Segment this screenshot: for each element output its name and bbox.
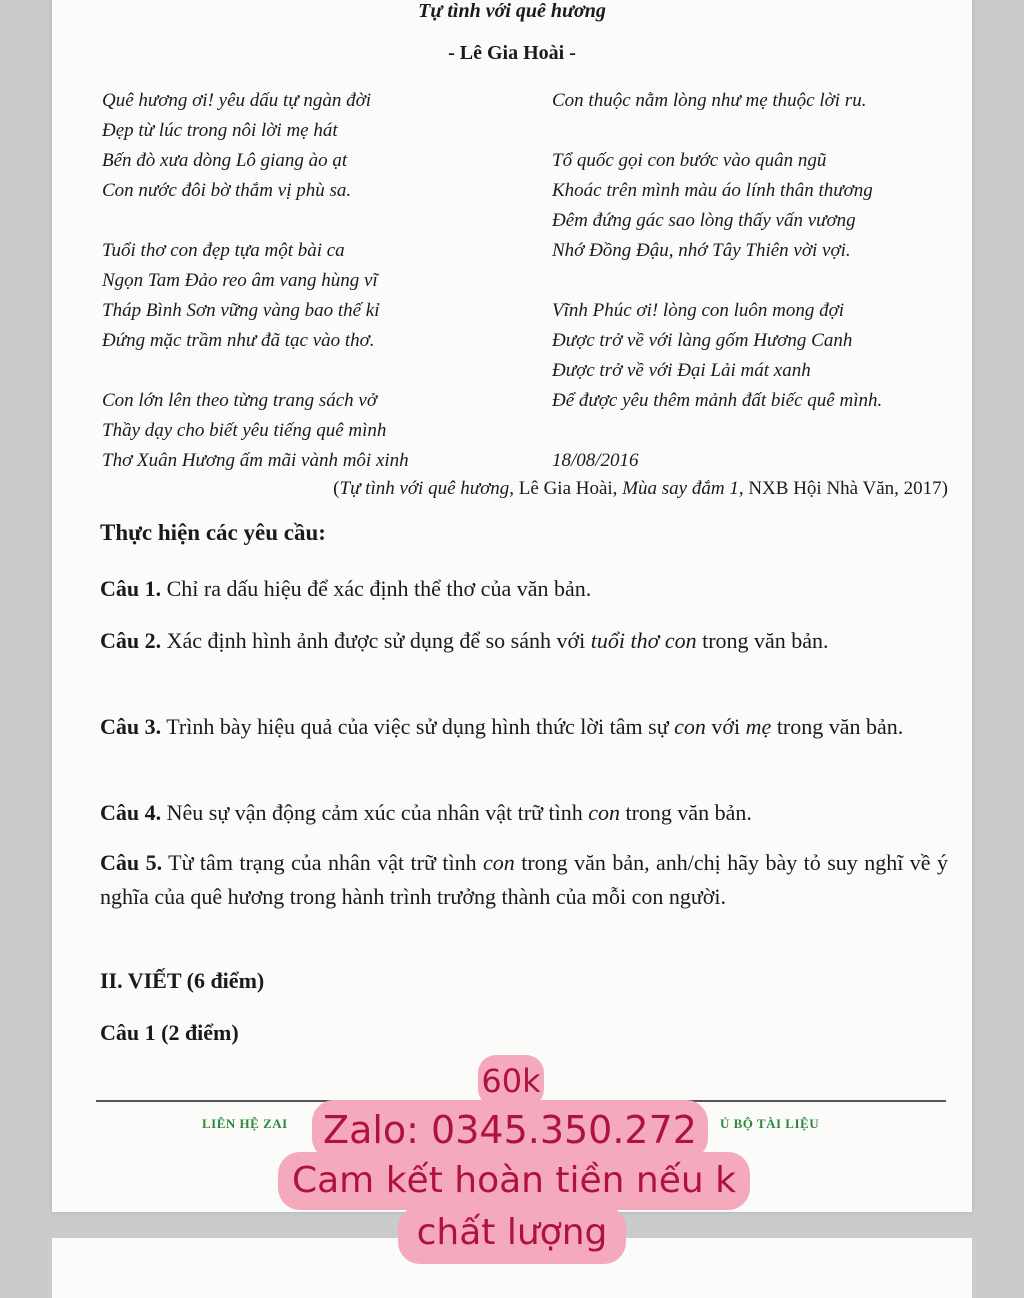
poem-right-column xyxy=(552,86,882,476)
question-3-text-mid: với xyxy=(705,714,746,739)
question-1-label: Câu 1. xyxy=(100,576,162,601)
question-3-text-end: trong văn bản. xyxy=(771,714,904,739)
poem-line: Đứng mặc trầm như đã tạc vào thơ. xyxy=(102,330,375,351)
poem-line: Tuổi thơ con đẹp tựa một bài ca xyxy=(102,240,345,261)
question-4-label: Câu 4. xyxy=(100,800,162,825)
poem-line: Được trở về với làng gốm Hương Canh xyxy=(552,330,853,351)
question-1 xyxy=(100,572,948,606)
footer-contact-text: LIÊN HỆ ZAI xyxy=(202,1116,288,1131)
question-5-label: Câu 5. xyxy=(100,850,163,875)
requirements-heading: Thực hiện các yêu cầu: xyxy=(100,520,326,545)
source-book: Mùa say đắm 1 xyxy=(622,478,739,499)
poem-line: Con lớn lên theo từng trang sách vở xyxy=(102,390,377,411)
stanza-gap xyxy=(552,416,882,446)
question-4-text-end: trong văn bản. xyxy=(619,800,752,825)
poem-line: Con thuộc nằm lòng như mẹ thuộc lời ru. xyxy=(552,90,867,111)
poem-line: Đẹp từ lúc trong nôi lời mẹ hát xyxy=(102,120,338,141)
poem-line: Nhớ Đồng Đậu, nhớ Tây Thiên vời vợi. xyxy=(552,240,851,261)
section-title: II. VIẾT (6 điểm) xyxy=(100,968,265,993)
document-page xyxy=(52,0,972,1212)
refund-commitment-sticker: Cam kết hoàn tiền nếu k xyxy=(278,1152,750,1210)
question-2-text: Xác định hình ảnh được sử dụng để so sánh với xyxy=(161,628,591,653)
question-2-label: Câu 2. xyxy=(100,628,162,653)
poem-author: - Lê Gia Hoài - xyxy=(448,42,576,64)
question-3-emphasis-con: con xyxy=(674,714,706,739)
stanza-gap xyxy=(102,206,409,236)
source-publisher: , NXB Hội Nhà Văn, 2017) xyxy=(738,478,948,499)
question-3-text: Trình bày hiệu quả của việc sử dụng hình thức lời tâm sự xyxy=(161,714,675,739)
stanza-gap xyxy=(552,116,882,146)
poem-title: Tự tình với quê hương xyxy=(418,0,606,22)
poem-line: Tổ quốc gọi con bước vào quân ngũ xyxy=(552,150,827,171)
stanza-gap xyxy=(552,266,882,296)
quality-sticker: chất lượng xyxy=(398,1206,626,1264)
poem-line: Vĩnh Phúc ơi! lòng con luôn mong đợi xyxy=(552,300,845,321)
poem-line: Để được yêu thêm mảnh đất biếc quê mình. xyxy=(552,390,883,411)
poem-line: Thơ Xuân Hương ấm mãi vành môi xinh xyxy=(102,450,409,471)
section-subtitle: Câu 1 (2 điểm) xyxy=(100,1020,239,1045)
price-sticker: 60k xyxy=(478,1055,544,1107)
poem-line: Bến đò xưa dòng Lô giang ào ạt xyxy=(102,150,348,171)
question-1-text: Chỉ ra dấu hiệu để xác định thể thơ của văn bản. xyxy=(161,576,592,601)
poem-date: 18/08/2016 xyxy=(552,450,639,471)
source-title: Tự tình với quê hương xyxy=(339,478,510,499)
poem-line: Thầy dạy cho biết yêu tiếng quê mình xyxy=(102,420,387,441)
question-2 xyxy=(100,624,948,658)
poem-left-column xyxy=(102,86,409,476)
question-3 xyxy=(100,710,948,744)
source-author: , Lê Gia Hoài, xyxy=(509,478,623,499)
poem-line: Tháp Bình Sơn vững vàng bao thế kỉ xyxy=(102,300,380,321)
question-5-emphasis: con xyxy=(483,850,515,875)
question-4 xyxy=(100,796,948,830)
stanza-gap xyxy=(102,356,409,386)
poem-source xyxy=(52,478,948,500)
question-5 xyxy=(100,846,948,914)
question-5-text-end: trong văn bản, anh/chị hãy bày tỏ suy nghĩ về ý nghĩa của quê hương trong hành trình trưởng thành của mỗi con người. xyxy=(100,850,948,909)
poem-line: Ngọn Tam Đảo reo âm vang hùng vĩ xyxy=(102,270,378,291)
poem-line: Quê hương ơi! yêu dấu tự ngàn đời xyxy=(102,90,372,111)
question-5-text: Từ tâm trạng của nhân vật trữ tình xyxy=(162,850,484,875)
question-3-emphasis-me: mẹ xyxy=(745,714,772,739)
footer-materials-text: Ủ BỘ TÀI LIỆU xyxy=(720,1116,820,1131)
question-2-text-end: trong văn bản. xyxy=(696,628,829,653)
question-4-text: Nêu sự vận động cảm xúc của nhân vật trữ tình xyxy=(161,800,589,825)
poem-line: Được trở về với Đại Lải mát xanh xyxy=(552,360,811,381)
poem-line: Đêm đứng gác sao lòng thấy vấn vương xyxy=(552,210,856,231)
zalo-contact-sticker: Zalo: 0345.350.272 xyxy=(312,1100,708,1160)
source-open: ( xyxy=(333,478,340,499)
question-2-emphasis: tuổi thơ con xyxy=(590,628,697,653)
question-3-label: Câu 3. xyxy=(100,714,162,739)
poem-line: Khoác trên mình màu áo lính thân thương xyxy=(552,180,873,201)
poem-line: Con nước đôi bờ thắm vị phù sa. xyxy=(102,180,352,201)
question-4-emphasis: con xyxy=(588,800,620,825)
